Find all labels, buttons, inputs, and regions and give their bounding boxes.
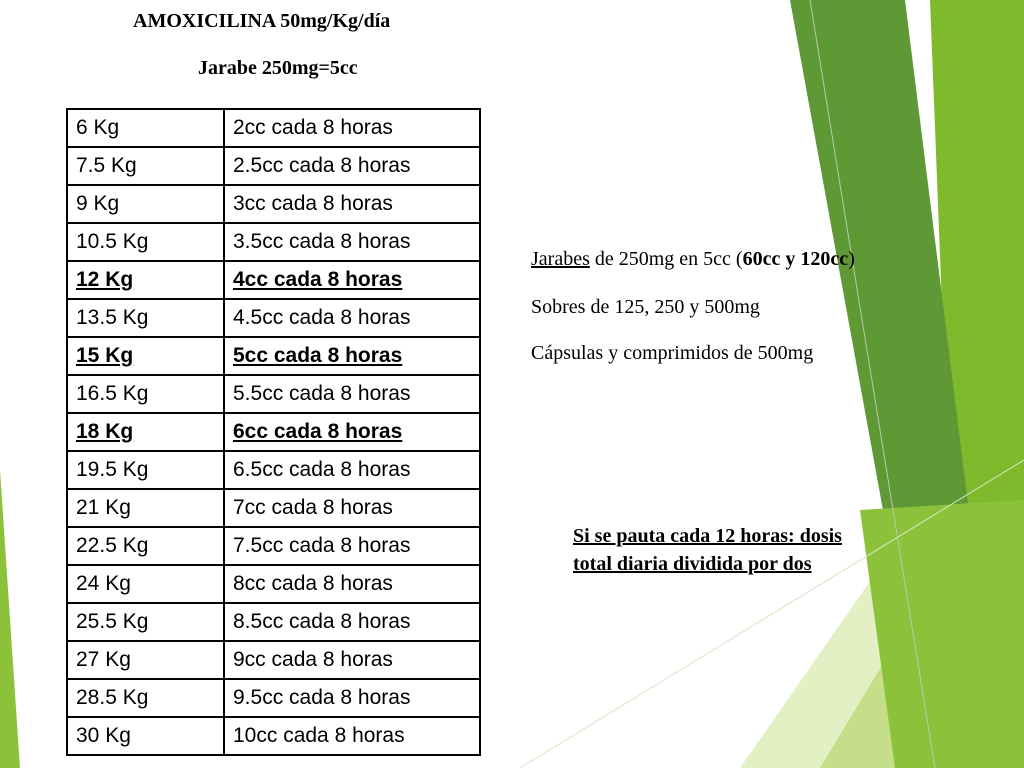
table-row [67,147,480,185]
weight-cell: 13.5 Kg [67,299,224,337]
dose-cell: 5.5cc cada 8 horas [224,375,480,413]
table-row [67,223,480,261]
table-row [67,261,480,299]
dose-cell: 8cc cada 8 horas [224,565,480,603]
sachet-presentation-text: Sobres de 125, 250 y 500mg [531,296,760,318]
weight-cell: 12 Kg [67,261,224,299]
table-row [67,451,480,489]
table-row [67,413,480,451]
note-line-1: Si se pauta cada 12 horas: dosis [573,525,842,547]
syrup-presentation-text [531,248,855,271]
dose-cell: 8.5cc cada 8 horas [224,603,480,641]
syrup-volumes: 60cc y 120cc [742,248,849,270]
weight-cell: 25.5 Kg [67,603,224,641]
capsule-presentation-text: Cápsulas y comprimidos de 500mg [531,342,814,364]
weight-cell: 7.5 Kg [67,147,224,185]
table-row [67,641,480,679]
weight-cell: 10.5 Kg [67,223,224,261]
weight-cell: 16.5 Kg [67,375,224,413]
dose-cell: 6cc cada 8 horas [224,413,480,451]
weight-cell: 21 Kg [67,489,224,527]
dose-cell: 7.5cc cada 8 horas [224,527,480,565]
weight-cell: 19.5 Kg [67,451,224,489]
dose-cell: 9cc cada 8 horas [224,641,480,679]
weight-cell: 28.5 Kg [67,679,224,717]
table-row [67,565,480,603]
syrup-description: de 250mg en 5cc ( [589,248,743,270]
table-row [67,679,480,717]
note-line-2: total diaria dividida por dos [573,553,812,575]
dose-cell: 2.5cc cada 8 horas [224,147,480,185]
left-edge-green-band [0,470,20,768]
table-row [67,299,480,337]
dose-cell: 2cc cada 8 horas [224,109,480,147]
dose-cell: 6.5cc cada 8 horas [224,451,480,489]
weight-cell: 6 Kg [67,109,224,147]
dose-cell: 10cc cada 8 horas [224,717,480,755]
dosing-table [66,108,481,756]
weight-cell: 30 Kg [67,717,224,755]
table-row [67,185,480,223]
table-row [67,109,480,147]
table-row [67,527,480,565]
weight-cell: 15 Kg [67,337,224,375]
weight-cell: 27 Kg [67,641,224,679]
table-row [67,717,480,755]
weight-cell: 22.5 Kg [67,527,224,565]
page-subtitle: Jarabe 250mg=5cc [198,57,358,79]
dose-cell: 5cc cada 8 horas [224,337,480,375]
weight-cell: 9 Kg [67,185,224,223]
table-row [67,375,480,413]
weight-cell: 18 Kg [67,413,224,451]
syrup-label: Jarabes [531,248,590,270]
dose-cell: 3.5cc cada 8 horas [224,223,480,261]
dose-cell: 9.5cc cada 8 horas [224,679,480,717]
syrup-close-paren: ) [848,248,855,270]
table-row [67,337,480,375]
weight-cell: 24 Kg [67,565,224,603]
dose-cell: 4.5cc cada 8 horas [224,299,480,337]
table-row [67,603,480,641]
twelve-hour-dosing-note [573,522,933,578]
dose-cell: 3cc cada 8 horas [224,185,480,223]
dose-cell: 7cc cada 8 horas [224,489,480,527]
dose-cell: 4cc cada 8 horas [224,261,480,299]
page-title: AMOXICILINA 50mg/Kg/día [133,10,391,32]
table-row [67,489,480,527]
